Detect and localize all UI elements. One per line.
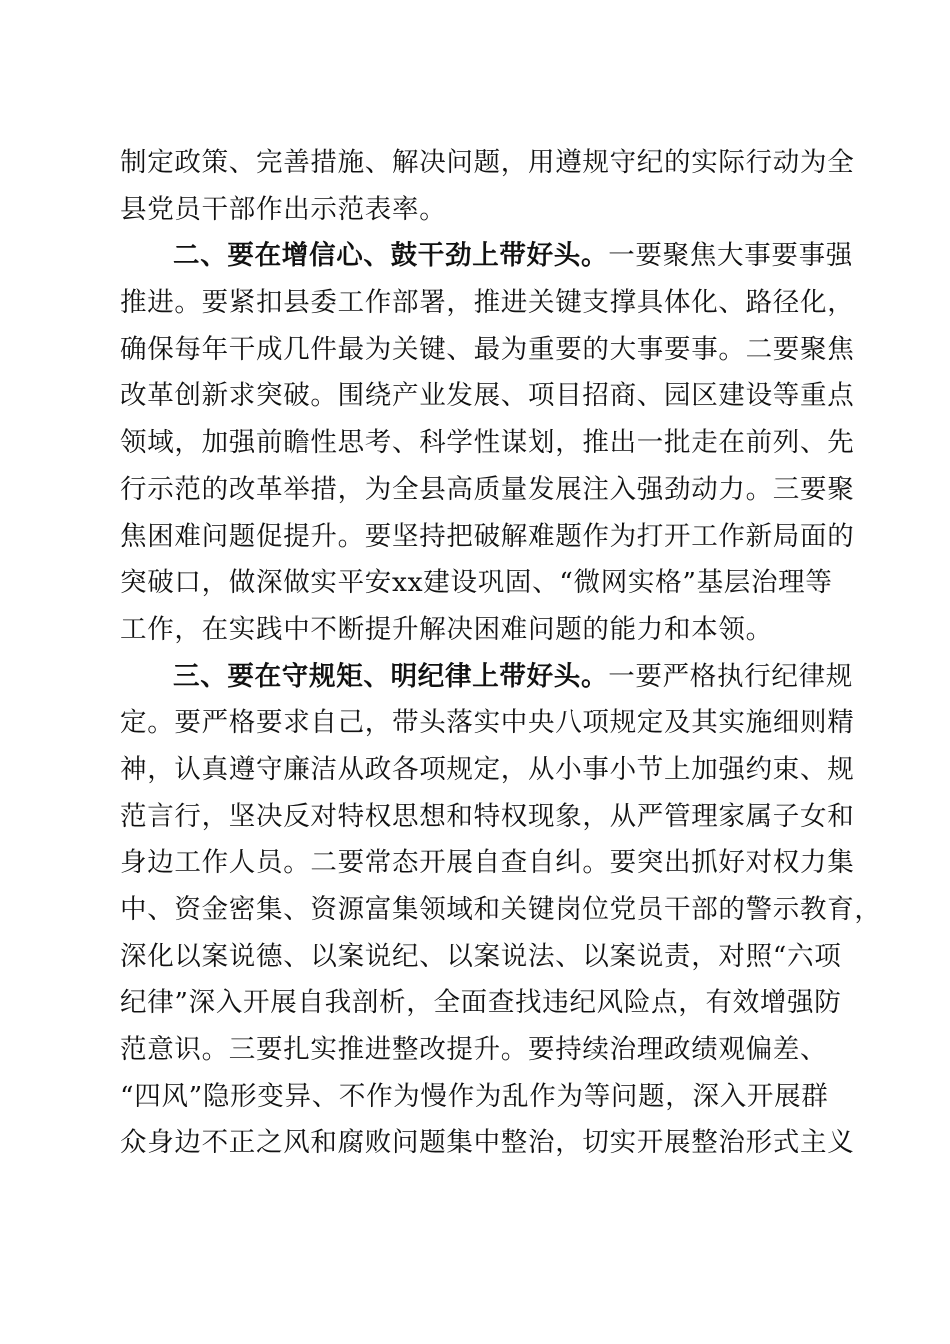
- text-line: 行示范的改革举措，为全县高质量发展注入强劲动力。三要聚: [120, 473, 855, 505]
- text-line: 制定政策、完善措施、解决问题，用遵规守纪的实际行动为全: [120, 147, 855, 178]
- text-run: 一要严格执行纪律规: [608, 660, 854, 692]
- text-line: 众身边不正之风和腐败问题集中整治，切实开展整治形式主义: [120, 1127, 855, 1159]
- paragraph-section-three: [120, 654, 882, 1168]
- text-run: 一要聚焦大事要事强: [608, 240, 854, 272]
- paragraph-section-two: [120, 233, 855, 653]
- text-line: 范意识。三要扎实推进整改提升。要持续治理政绩观偏差、: [120, 1034, 828, 1066]
- text-line: 突破口，做深做实平安xx建设巩固、“微网实格”基层治理等: [120, 567, 833, 599]
- document-body: [120, 140, 882, 1167]
- text-line: 焦困难问题促提升。要坚持把破解难题作为打开工作新局面的: [120, 520, 855, 552]
- text-line: 纪律”深入开展自我剖析，全面查找违纪风险点，有效增强防: [120, 987, 842, 1019]
- text-line: 身边工作人员。二要常态开展自查自纠。要突出抓好对权力集: [120, 847, 855, 879]
- paragraph-continuation: [120, 140, 855, 233]
- text-line: 工作，在实践中不断提升解决困难问题的能力和本领。: [120, 613, 773, 645]
- text-line: 推进。要紧扣县委工作部署，推进关键支撑具体化、路径化，: [120, 287, 855, 319]
- text-line: 范言行，坚决反对特权思想和特权现象，从严管理家属子女和: [120, 800, 855, 832]
- section-heading: 二、要在增信心、鼓干劲上带好头。: [173, 240, 609, 272]
- text-line: 神，认真遵守廉洁从政各项规定，从小事小节上加强约束、规: [120, 753, 855, 785]
- text-line: 确保每年干成几件最为关键、最为重要的大事要事。二要聚焦: [120, 333, 855, 365]
- text-line: 定。要严格要求自己，带头落实中央八项规定及其实施细则精: [120, 707, 855, 739]
- text-line: 深化以案说德、以案说纪、以案说法、以案说责，对照“六项: [120, 940, 842, 972]
- text-line: 县党员干部作出示范表率。: [120, 193, 447, 225]
- text-line: 中、资金密集、资源富集领域和关键岗位党员干部的警示教育，: [120, 894, 882, 925]
- text-line: 改革创新求突破。围绕产业发展、项目招商、园区建设等重点: [120, 380, 855, 412]
- text-line: 领域，加强前瞻性思考、科学性谋划，推出一批走在前列、先: [120, 427, 855, 459]
- text-line: “四风”隐形变异、不作为慢作为乱作为等问题，深入开展群: [120, 1080, 829, 1112]
- section-heading: 三、要在守规矩、明纪律上带好头。: [173, 660, 609, 692]
- text-line-first: [120, 233, 854, 280]
- text-line-first: [120, 654, 854, 701]
